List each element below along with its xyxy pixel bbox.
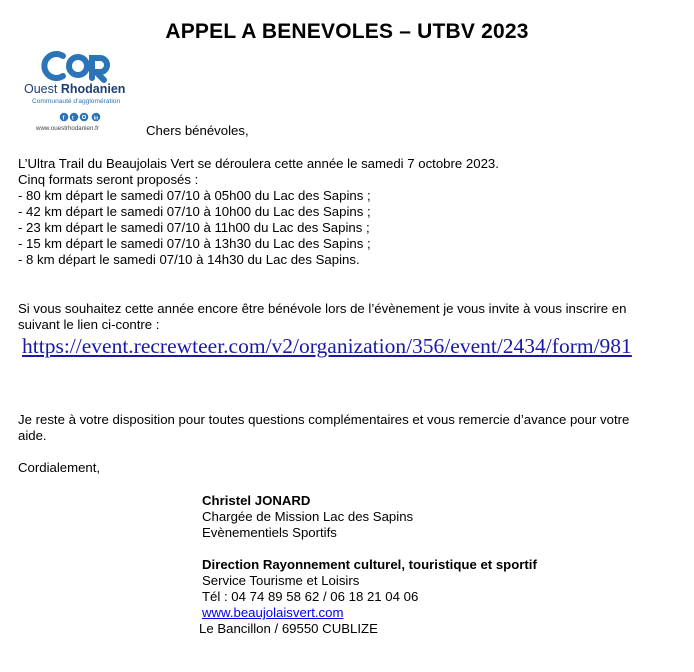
list-item: - 80 km départ le samedi 07/10 à 05h00 du Lac des Sapins ; (18, 188, 371, 203)
signoff: Cordialement, (18, 460, 101, 475)
service: Service Tourisme et Loisirs (202, 573, 360, 588)
logo-name-part1: Ouest (24, 82, 61, 96)
list-item: - 8 km départ le samedi 07/10 à 14h30 du Lac des Sapins. (18, 252, 360, 267)
social-icons (60, 113, 101, 122)
page-title: APPEL A BENEVOLES – UTBV 2023 (165, 20, 529, 43)
list-item: - 23 km départ le samedi 07/10 à 11h00 du Lac des Sapins ; (18, 220, 370, 235)
signatory-role: Chargée de Mission Lac des Sapins (202, 509, 414, 524)
ouest-rhodanien-logo (18, 46, 134, 138)
formats-intro: Cinq formats seront proposés : (18, 172, 199, 187)
department: Direction Rayonnement culturel, touristique et sportif (202, 557, 537, 572)
logo-tagline: Communauté d'agglomération (32, 98, 121, 105)
formats-list (18, 188, 371, 268)
twitter-icon (70, 113, 79, 122)
list-item: - 15 km départ le samedi 07/10 à 13h30 du Lac des Sapins ; (18, 236, 371, 251)
closing-text-line1: Je reste à votre disposition pour toutes questions complémentaires et vous remercie d’avance pour votre (18, 412, 630, 427)
address: Le Bancillon / 69550 CUBLIZE (199, 621, 378, 636)
svg-text:in: in (93, 115, 99, 122)
logo-url: www.ouestrhodanien.fr (36, 125, 99, 132)
closing-text-line2: aide. (18, 428, 47, 443)
phone: Tél : 04 74 89 58 62 / 06 18 21 04 06 (202, 589, 419, 604)
svg-text:Ouest Rhodanien (24, 82, 125, 96)
intro-text: L’Ultra Trail du Beaujolais Vert se déroulera cette année le samedi 7 octobre 2023. (18, 156, 499, 171)
registration-link[interactable]: https://event.recrewteer.com/v2/organization/356/event/2434/form/981 (22, 334, 632, 358)
svg-text:t: t (72, 115, 74, 122)
logo-name-part2: Rhodanien (60, 82, 126, 96)
greeting: Chers bénévoles, (146, 123, 249, 138)
invite-text-line1: Si vous souhaitez cette année encore être bénévole lors de l’évènement je vous invite à vous inscrire en (18, 301, 627, 316)
instagram-icon (80, 113, 89, 122)
svg-text:f: f (62, 115, 65, 122)
list-item: - 42 km départ le samedi 07/10 à 10h00 du Lac des Sapins ; (18, 204, 371, 219)
signatory-role2: Evènementiels Sportifs (202, 525, 337, 540)
invite-text-line2: suivant le lien ci-contre : (18, 317, 160, 332)
website-link[interactable]: www.beaujolaisvert.com (202, 605, 344, 620)
signatory-name: Christel JONARD (202, 493, 311, 508)
